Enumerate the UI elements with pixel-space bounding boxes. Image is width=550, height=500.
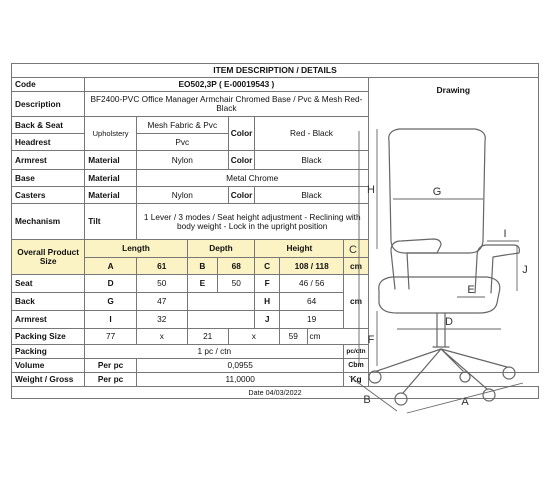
color-value: Red - Black [255,117,368,151]
length-label: Length [85,240,187,258]
sheet-title: ITEM DESCRIPTION / DETAILS [11,63,539,77]
chair-drawing [337,121,527,421]
dim-b-letter: B [187,258,217,275]
dims-unit: cm [344,275,368,329]
dim-line-b [349,376,397,411]
dim-h-value: 64 [279,293,343,311]
code-value: EO502,3P ( E-00019543 ) [85,78,368,92]
casters-color-label: Color [228,187,255,204]
dim-g-letter: G [85,293,137,311]
armrest-material-label: Material [85,151,137,170]
dim-j-letter: J [255,311,280,329]
base-label: Base [12,170,85,187]
dim-d-value: 50 [136,275,187,293]
armrest-dims-label: Armrest [12,311,85,329]
weight-per: Per pc [85,373,137,387]
dim-f-value: 46 / 56 [279,275,343,293]
dim-d-letter: D [85,275,137,293]
label-e: E [467,284,475,296]
dim-e-value: 50 [218,275,255,293]
back-label: Back [12,293,85,311]
color-label: Color [228,117,255,151]
casters-material-label: Material [85,187,137,204]
code-label: Code [12,78,85,92]
depth-label: Depth [187,240,255,258]
height-label: Height [255,240,344,258]
dim-c-value: 108 / 118 [279,258,343,275]
dim-c-letter: C [255,258,280,275]
weight-label: Weight / Gross [12,373,85,387]
caster-2 [395,393,407,405]
drawing-title: Drawing [436,85,471,95]
mechanism-value: 1 Lever / 3 modes / Seat height adjustment - Reclining with body weight - Lock in the upright position [136,204,368,240]
headrest-value: Pvc [136,134,228,151]
armrest-dims-blank [187,311,255,329]
seat-label: Seat [12,275,85,293]
back-seat-label: Back & Seat [12,117,85,134]
packing-x2: x [228,329,279,345]
dim-j-value: 19 [279,311,343,329]
row-code [12,78,539,92]
seat-outline [379,277,500,313]
armrest-label: Armrest [12,151,85,170]
mechanism-label: Mechanism [12,204,85,240]
casters-material-value: Nylon [136,187,228,204]
caster-5 [460,372,470,382]
back-seat-value: Mesh Fabric & Pvc [136,117,228,134]
base-material-value: Metal Chrome [136,170,368,187]
packing-width: 21 [187,329,228,345]
overall-unit: cm [344,258,368,275]
base-material-label: Material [85,170,137,187]
armrest-color-label: Color [228,151,255,170]
packing-value: 1 pc / ctn [85,345,344,359]
armrest-left-outline [391,239,441,289]
dim-f-letter: F [255,275,280,293]
weight-unit: Kg [344,373,368,387]
volume-per: Per pc [85,359,137,373]
label-i: I [503,228,507,240]
item-details-sheet [11,63,539,433]
upholstery-label: Upholstery [85,117,137,151]
casters-color-value: Black [255,187,368,204]
dim-a-letter: A [85,258,137,275]
dim-g-value: 47 [136,293,187,311]
armrest-right-outline [475,245,519,293]
back-blank [187,293,255,311]
label-b: B [363,394,371,406]
dim-a-value: 61 [136,258,187,275]
label-j: J [522,264,528,276]
label-a: A [461,396,469,408]
dim-b-value: 68 [218,258,255,275]
dim-h-letter: H [255,293,280,311]
armrest-color-value: Black [255,151,368,170]
label-d: D [445,316,453,328]
description-value: BF2400-PVC Office Manager Armchair Chromed Base / Pvc & Mesh Red-Black [85,92,368,117]
caster-4 [503,367,515,379]
casters-label: Casters [12,187,85,204]
label-g: G [432,186,442,198]
label-f: F [367,334,375,346]
packing-unit: pc/ctn [344,345,368,359]
base-star [377,349,507,393]
dim-i-letter: I [85,311,137,329]
volume-value: 0,0955 [136,359,344,373]
dim-i-value: 32 [136,311,187,329]
label-c: C [349,244,357,256]
armrest-material-value: Nylon [136,151,228,170]
packing-length: 77 [85,329,137,345]
headrest-label: Headrest [12,134,85,151]
packing-x1: x [136,329,187,345]
label-h: H [367,184,375,196]
volume-label: Volume [12,359,85,373]
weight-value: 11,0000 [136,373,344,387]
date-value: Date 04/03/2022 [12,387,539,399]
packing-height: 59 [279,329,307,345]
mechanism-type: Tilt [85,204,137,240]
caster-1 [369,371,381,383]
packing-label: Packing [12,345,85,359]
overall-size-label: Overall Product Size [12,240,85,275]
packing-size-label: Packing Size [12,329,85,345]
description-label: Description [12,92,85,117]
volume-unit: Cbm [344,359,368,373]
packing-size-unit: cm [307,329,368,345]
dim-e-letter: E [187,275,217,293]
